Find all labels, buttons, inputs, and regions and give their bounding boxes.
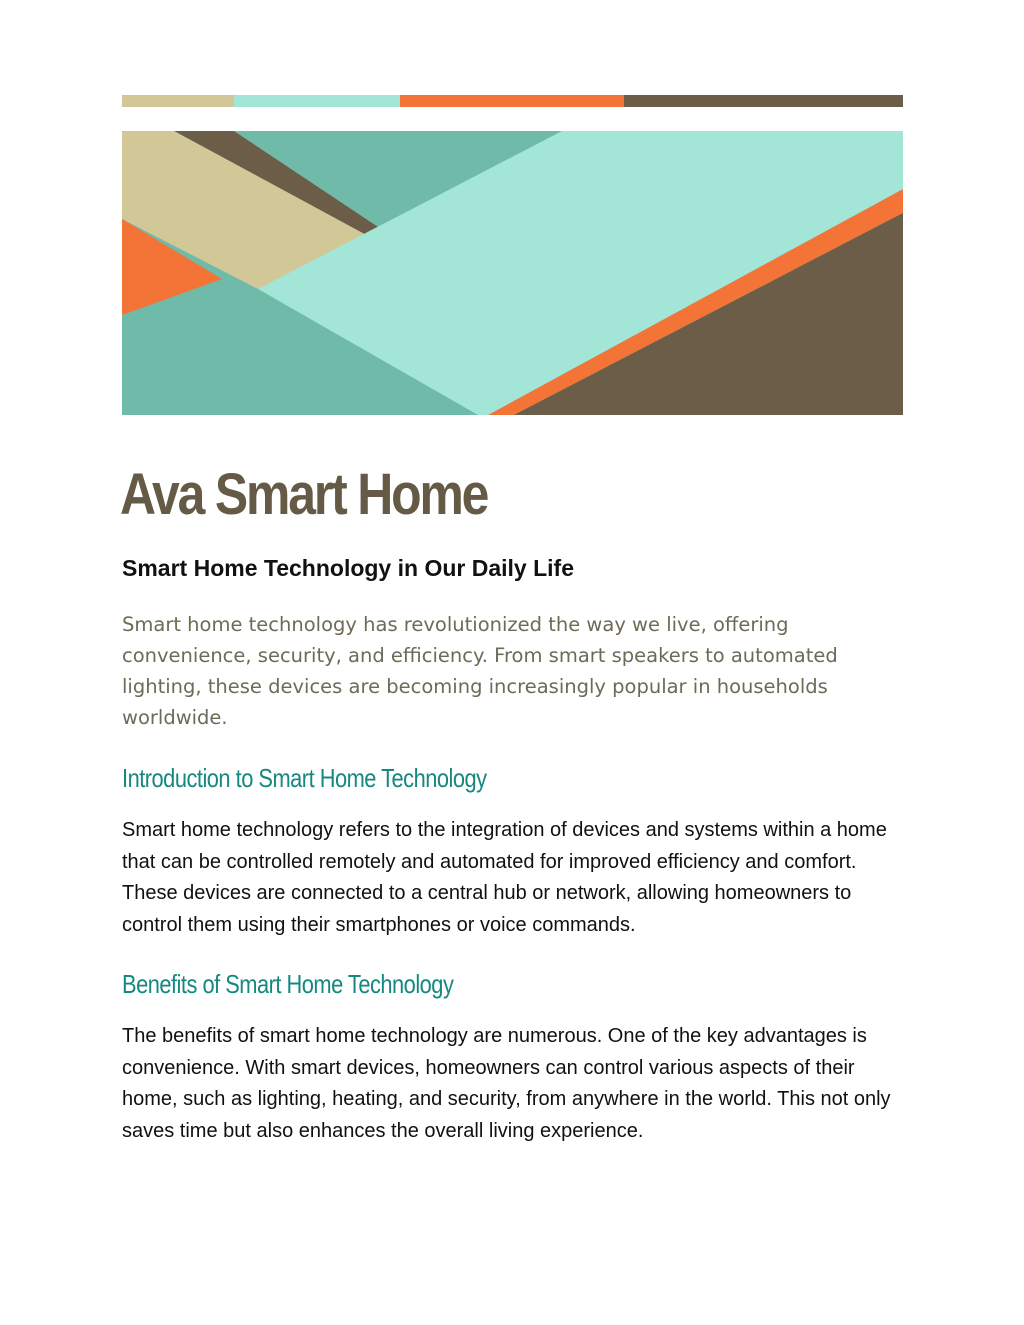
color-strip-tan bbox=[122, 95, 234, 107]
section-body-benefits: The benefits of smart home technology are numerous. One of the key advantages is convenience. With smart devices, homeowners can control various aspects of their home, such as lighting, heating, and security, from anywhere in the world. This not only saves time but also enhances the overall living experience. bbox=[122, 1025, 891, 1142]
section-heading-benefits: Benefits of Smart Home Technology bbox=[122, 969, 454, 999]
document-title: Ava Smart Home bbox=[120, 462, 488, 527]
document-page bbox=[122, 95, 903, 1147]
geometric-banner-graphic bbox=[122, 131, 903, 415]
color-strip-aqua bbox=[234, 95, 400, 107]
section-heading-introduction: Introduction to Smart Home Technology bbox=[122, 763, 487, 793]
color-strip-orange bbox=[400, 95, 624, 107]
color-strip-brown bbox=[624, 95, 903, 107]
document-subtitle: Smart Home Technology in Our Daily Life bbox=[122, 555, 574, 581]
banner-image bbox=[122, 131, 903, 415]
intro-paragraph: Smart home technology has revolutionized the way we live, offering convenience, security, and efficiency. From smart speakers to automated lighting, these devices are becoming increasingly popular in households worldwide. bbox=[122, 613, 838, 729]
section-body-introduction: Smart home technology refers to the integration of devices and systems within a home that can be controlled remotely and automated for improved efficiency and comfort. These devices are connected to a central hub or network, allowing homeowners to control them using their smartphones or voice commands. bbox=[122, 819, 887, 936]
color-strip bbox=[122, 95, 903, 107]
